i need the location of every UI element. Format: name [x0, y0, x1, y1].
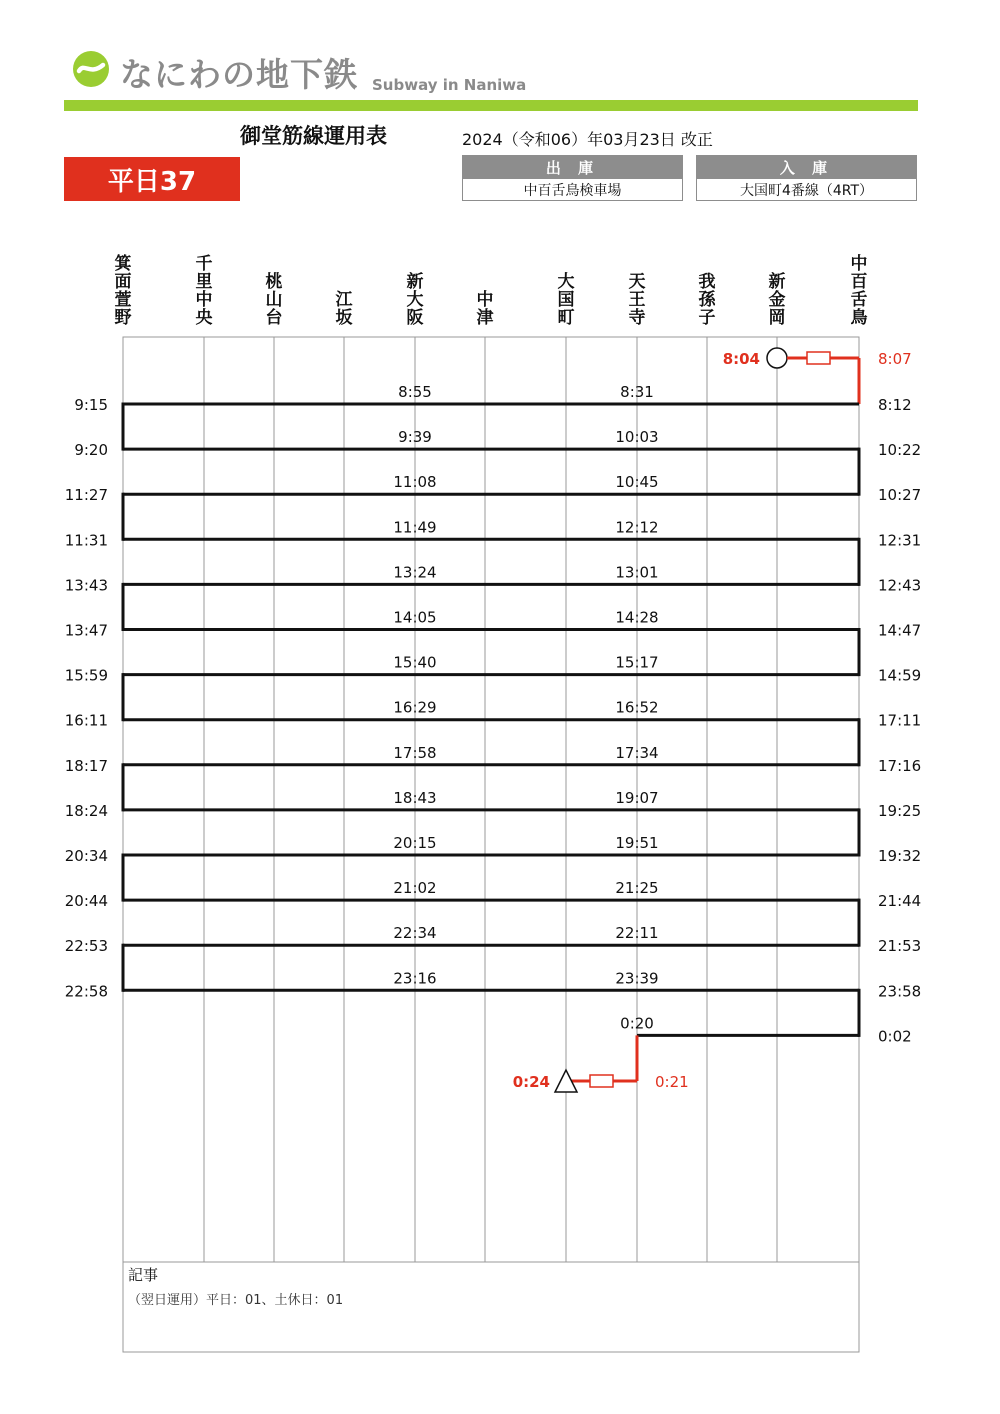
station-label: 大国町	[557, 272, 575, 328]
revision-date: 2024（令和06）年03月23日 改正	[462, 130, 713, 149]
passing-time-tennoji: 19:51	[615, 834, 659, 852]
terminal-time-north: 13:47	[64, 621, 108, 640]
deadhead-arrival-time: 8:07	[878, 350, 912, 368]
terminal-time-south: 19:32	[878, 847, 922, 865]
passing-time-tennoji: 10:45	[615, 473, 659, 492]
station-label: 我孫子	[698, 272, 716, 328]
station-label: 新大阪	[406, 272, 424, 328]
depot-arrival-time: 0:24	[512, 1073, 550, 1091]
terminal-time-south: 10:22	[878, 441, 922, 460]
passing-time-tennoji: 13:01	[615, 563, 659, 582]
passing-time-shinosaka: 9:39	[398, 428, 432, 447]
passing-time-tennoji: 23:39	[615, 969, 659, 988]
passing-time-shinosaka: 11:49	[393, 518, 437, 537]
passing-time-tennoji: 10:03	[615, 428, 659, 447]
operation-number-badge: 平日37	[64, 157, 240, 201]
terminal-time-north: 22:58	[64, 982, 108, 1001]
passing-time-tennoji: 14:28	[615, 608, 659, 627]
passing-time-tennoji: 15:17	[615, 653, 659, 672]
station-label: 天王寺	[628, 272, 646, 328]
terminal-time-south: 8:12	[878, 396, 912, 414]
passing-time-tennoji: 19:07	[615, 788, 659, 807]
station-label: 江坂	[335, 290, 353, 328]
terminal-time-south: 17:16	[878, 756, 922, 775]
terminal-time-north: 15:59	[64, 666, 108, 685]
notes-body: （翌日運用）平日：01、土休日：01	[128, 1293, 344, 1308]
passing-time-tennoji: 17:34	[615, 743, 659, 762]
depot-departure-label: 出 庫	[463, 156, 682, 179]
terminal-time-north: 22:53	[64, 937, 108, 956]
terminal-time-north: 9:20	[74, 441, 108, 460]
terminal-time-north: 16:11	[64, 711, 108, 730]
brand-name: なにわの地下鉄	[120, 55, 358, 94]
passing-time-shinosaka: 14:05	[393, 608, 437, 627]
brand-subtitle: Subway in Naniwa	[372, 76, 527, 94]
depot-departure-time: 8:04	[722, 350, 760, 368]
passing-time-shinosaka: 8:55	[398, 383, 432, 401]
terminal-time-south: 12:31	[878, 531, 922, 550]
passing-time-tennoji: 0:20	[620, 1014, 654, 1033]
terminal-time-north: 18:17	[64, 756, 108, 775]
deadhead-marker	[807, 352, 830, 364]
terminal-time-south: 23:58	[878, 982, 922, 1001]
terminal-time-north: 18:24	[64, 801, 108, 820]
terminal-time-south: 14:47	[878, 621, 922, 640]
terminal-time-north: 9:15	[74, 396, 108, 414]
passing-time-tennoji: 12:12	[615, 518, 659, 537]
passing-time-shinosaka: 21:02	[393, 879, 437, 898]
deadhead-departure-time: 0:21	[655, 1073, 689, 1091]
terminal-time-north: 20:44	[64, 892, 108, 911]
terminal-time-north: 11:27	[64, 486, 108, 505]
depot-departure-value: 中百舌鳥検車場	[523, 182, 622, 199]
terminal-time-south: 17:11	[878, 711, 922, 730]
depot-arrival-value: 大国町4番線（4RT）	[739, 182, 874, 199]
station-label: 桃山台	[265, 272, 283, 328]
passing-time-shinosaka: 20:15	[393, 834, 437, 852]
passing-time-tennoji: 16:52	[615, 698, 659, 717]
terminal-time-south: 12:43	[878, 576, 922, 595]
passing-time-shinosaka: 17:58	[393, 743, 437, 762]
terminal-time-south: 19:25	[878, 801, 922, 820]
terminal-time-south: 10:27	[878, 486, 922, 505]
passing-time-shinosaka: 15:40	[393, 653, 437, 672]
station-label: 中百舌鳥	[850, 254, 868, 328]
terminal-time-south: 21:44	[878, 892, 922, 911]
passing-time-shinosaka: 18:43	[393, 788, 437, 807]
notes-title: 記事	[128, 1266, 159, 1284]
terminal-time-north: 13:43	[64, 576, 108, 595]
passing-time-tennoji: 22:11	[615, 924, 659, 943]
station-label: 千里中央	[195, 254, 213, 328]
passing-time-tennoji: 21:25	[615, 879, 659, 898]
terminal-time-south: 0:02	[878, 1027, 912, 1046]
passing-time-shinosaka: 22:34	[393, 924, 437, 943]
terminal-time-north: 20:34	[64, 847, 108, 865]
terminal-time-south: 21:53	[878, 937, 922, 956]
document-title: 御堂筋線運用表	[240, 124, 387, 148]
passing-time-tennoji: 8:31	[620, 383, 654, 401]
passing-time-shinosaka: 16:29	[393, 698, 437, 717]
station-label: 新金岡	[768, 272, 786, 328]
passing-time-shinosaka: 11:08	[393, 473, 437, 492]
station-label: 中津	[476, 290, 494, 328]
terminal-time-north: 11:31	[64, 531, 108, 550]
terminal-time-south: 14:59	[878, 666, 922, 685]
depot-arrival-label: 入 庫	[697, 156, 916, 179]
diagram-frame	[123, 337, 859, 1352]
passing-time-shinosaka: 23:16	[393, 969, 437, 988]
depot-departure-circle	[767, 348, 787, 368]
deadhead-marker	[590, 1075, 613, 1087]
station-label: 箕面萱野	[114, 254, 132, 328]
passing-time-shinosaka: 13:24	[393, 563, 437, 582]
